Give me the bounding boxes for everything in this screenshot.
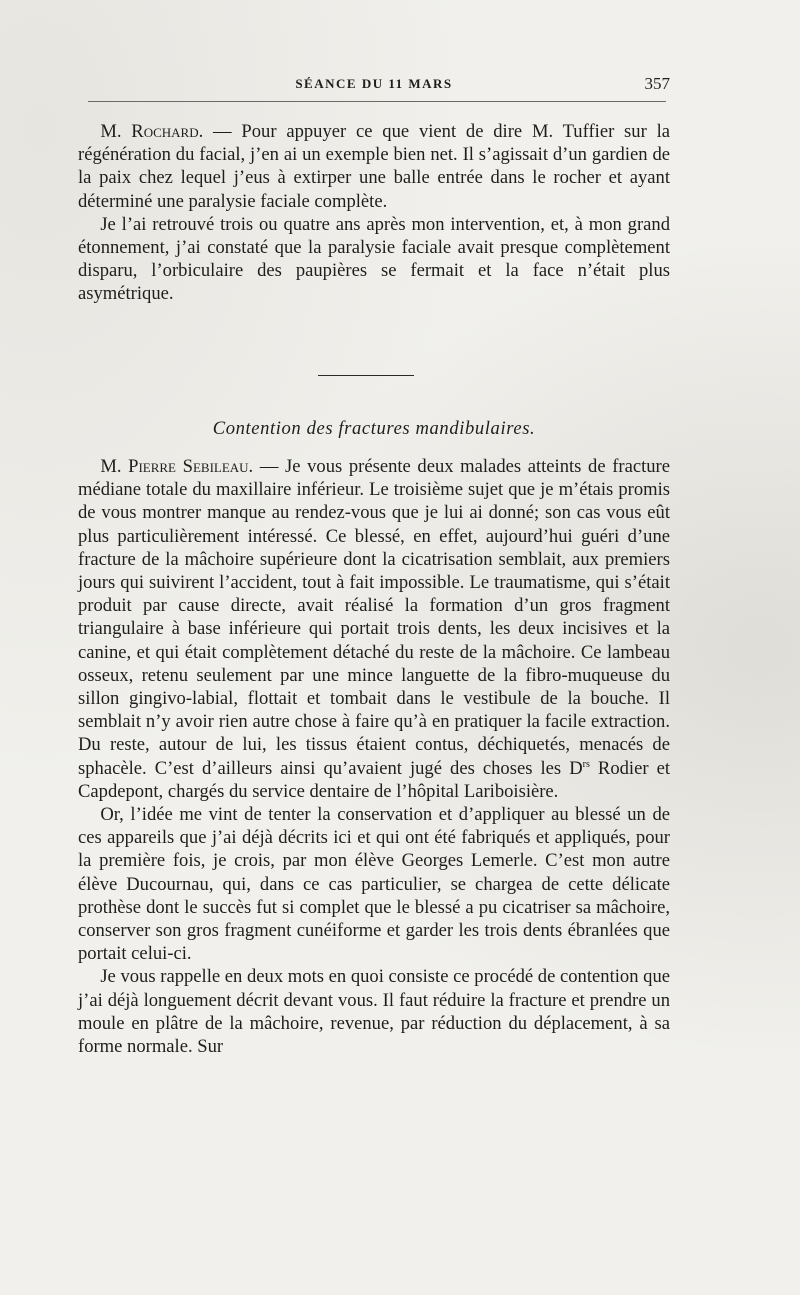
speaker-name: M. Rochard. [100, 121, 204, 142]
paragraph [78, 965, 670, 1058]
paragraph [78, 120, 670, 213]
paragraph-text: Or, l’idée me vint de tenter la conservation et d’appliquer au blessé un de ces appareils que j’ai déjà décrits ici et qui ont été fabriqués et appliqués, pour la première fois, je crois, par mon élève Georges Lemerle. C’est mon autre élève Ducournau, qui, dans ce cas particulier, se chargea de cette délicate prothèse dont le succès fut si complet que le blessé a pu cicatriser sa mâchoire, conserver son gros fragment cunéiforme et garder les trois dents ébranlées que portait celui-ci. [78, 804, 670, 965]
paragraph-text: — Je vous présente deux malades atteints de fracture médiane totale du maxillaire inférieur. Le troisième sujet que je m’étais promis de vous montrer manque au rendez-vous que je lui ai donné; son cas vous eût plus particulièrement intéressé. Ce blessé, en effet, aujourd’hui guéri d’une fracture de la mâchoire supérieure dont la cicatrisation semblait, aux premiers jours qui suivirent l’accident, tout à fait impossible. Le traumatisme, qui s’était produit par cause directe, avait réalisé la formation d’un gros fragment triangulaire à base inférieure qui portait trois dents, les deux incisives et la canine, et qui était complètement détaché du reste de la mâchoire. Ce lambeau osseux, retenu seulement par une mince languette de la fibro-muqueuse du sillon gingivo-labial, flottait et tombait dans le vestibule de la bouche. Il semblait n’y avoir rien autre chose à faire qu’à en pratiquer la facile extraction. Du reste, autour de lui, les tissus étaient contus, déchiquetés, menacés de sphacèle. C’est d’ailleurs ainsi qu’avaient jugé des choses les D [78, 456, 670, 779]
paragraph-text: Je vous rappelle en deux mots en quoi consiste ce procédé de contention que j’ai déjà longuement décrit devant vous. Il faut réduire la fracture et prendre un moule en plâtre de la mâchoire, revenue, par réduction du déplacement, à sa forme normale. Sur [78, 966, 670, 1058]
section-separator [318, 375, 414, 376]
paragraph [78, 455, 670, 803]
paragraph-text: Je l’ai retrouvé trois ou quatre ans après mon intervention, et, à mon grand étonnement, j’ai constaté que la paralysie faciale avait presque complètement disparu, l’orbiculaire des paupières se fermait et la face n’était plus asymétrique. [78, 213, 670, 305]
page-number: 357 [644, 74, 670, 93]
sebileau-communication [78, 455, 670, 1058]
superscript: rs [582, 758, 590, 770]
paragraph-text: — Pour appuyer ce que vient de dire M. Tuffier sur la régénération du facial, j’en ai un exemple bien net. Il s’agissait d’un gardien de la paix chez lequel j’eus à extirper une balle entrée dans le rocher et ayant déterminé une paralysie faciale complète. [78, 121, 670, 212]
speaker-name: M. Pierre Sebileau. [100, 456, 254, 477]
section-title: Contention des fractures mandibulaires. [212, 418, 536, 439]
paragraph [78, 803, 670, 965]
running-header [78, 76, 670, 96]
running-title: SÉANCE DU 11 MARS [295, 76, 453, 91]
header-rule [88, 101, 666, 102]
paragraph [78, 213, 670, 306]
rochard-remarks [78, 120, 670, 306]
paragraph-text: Rodier et Capdepont, chargés du service dentaire de l’hôpital Lariboisière. [78, 757, 671, 802]
